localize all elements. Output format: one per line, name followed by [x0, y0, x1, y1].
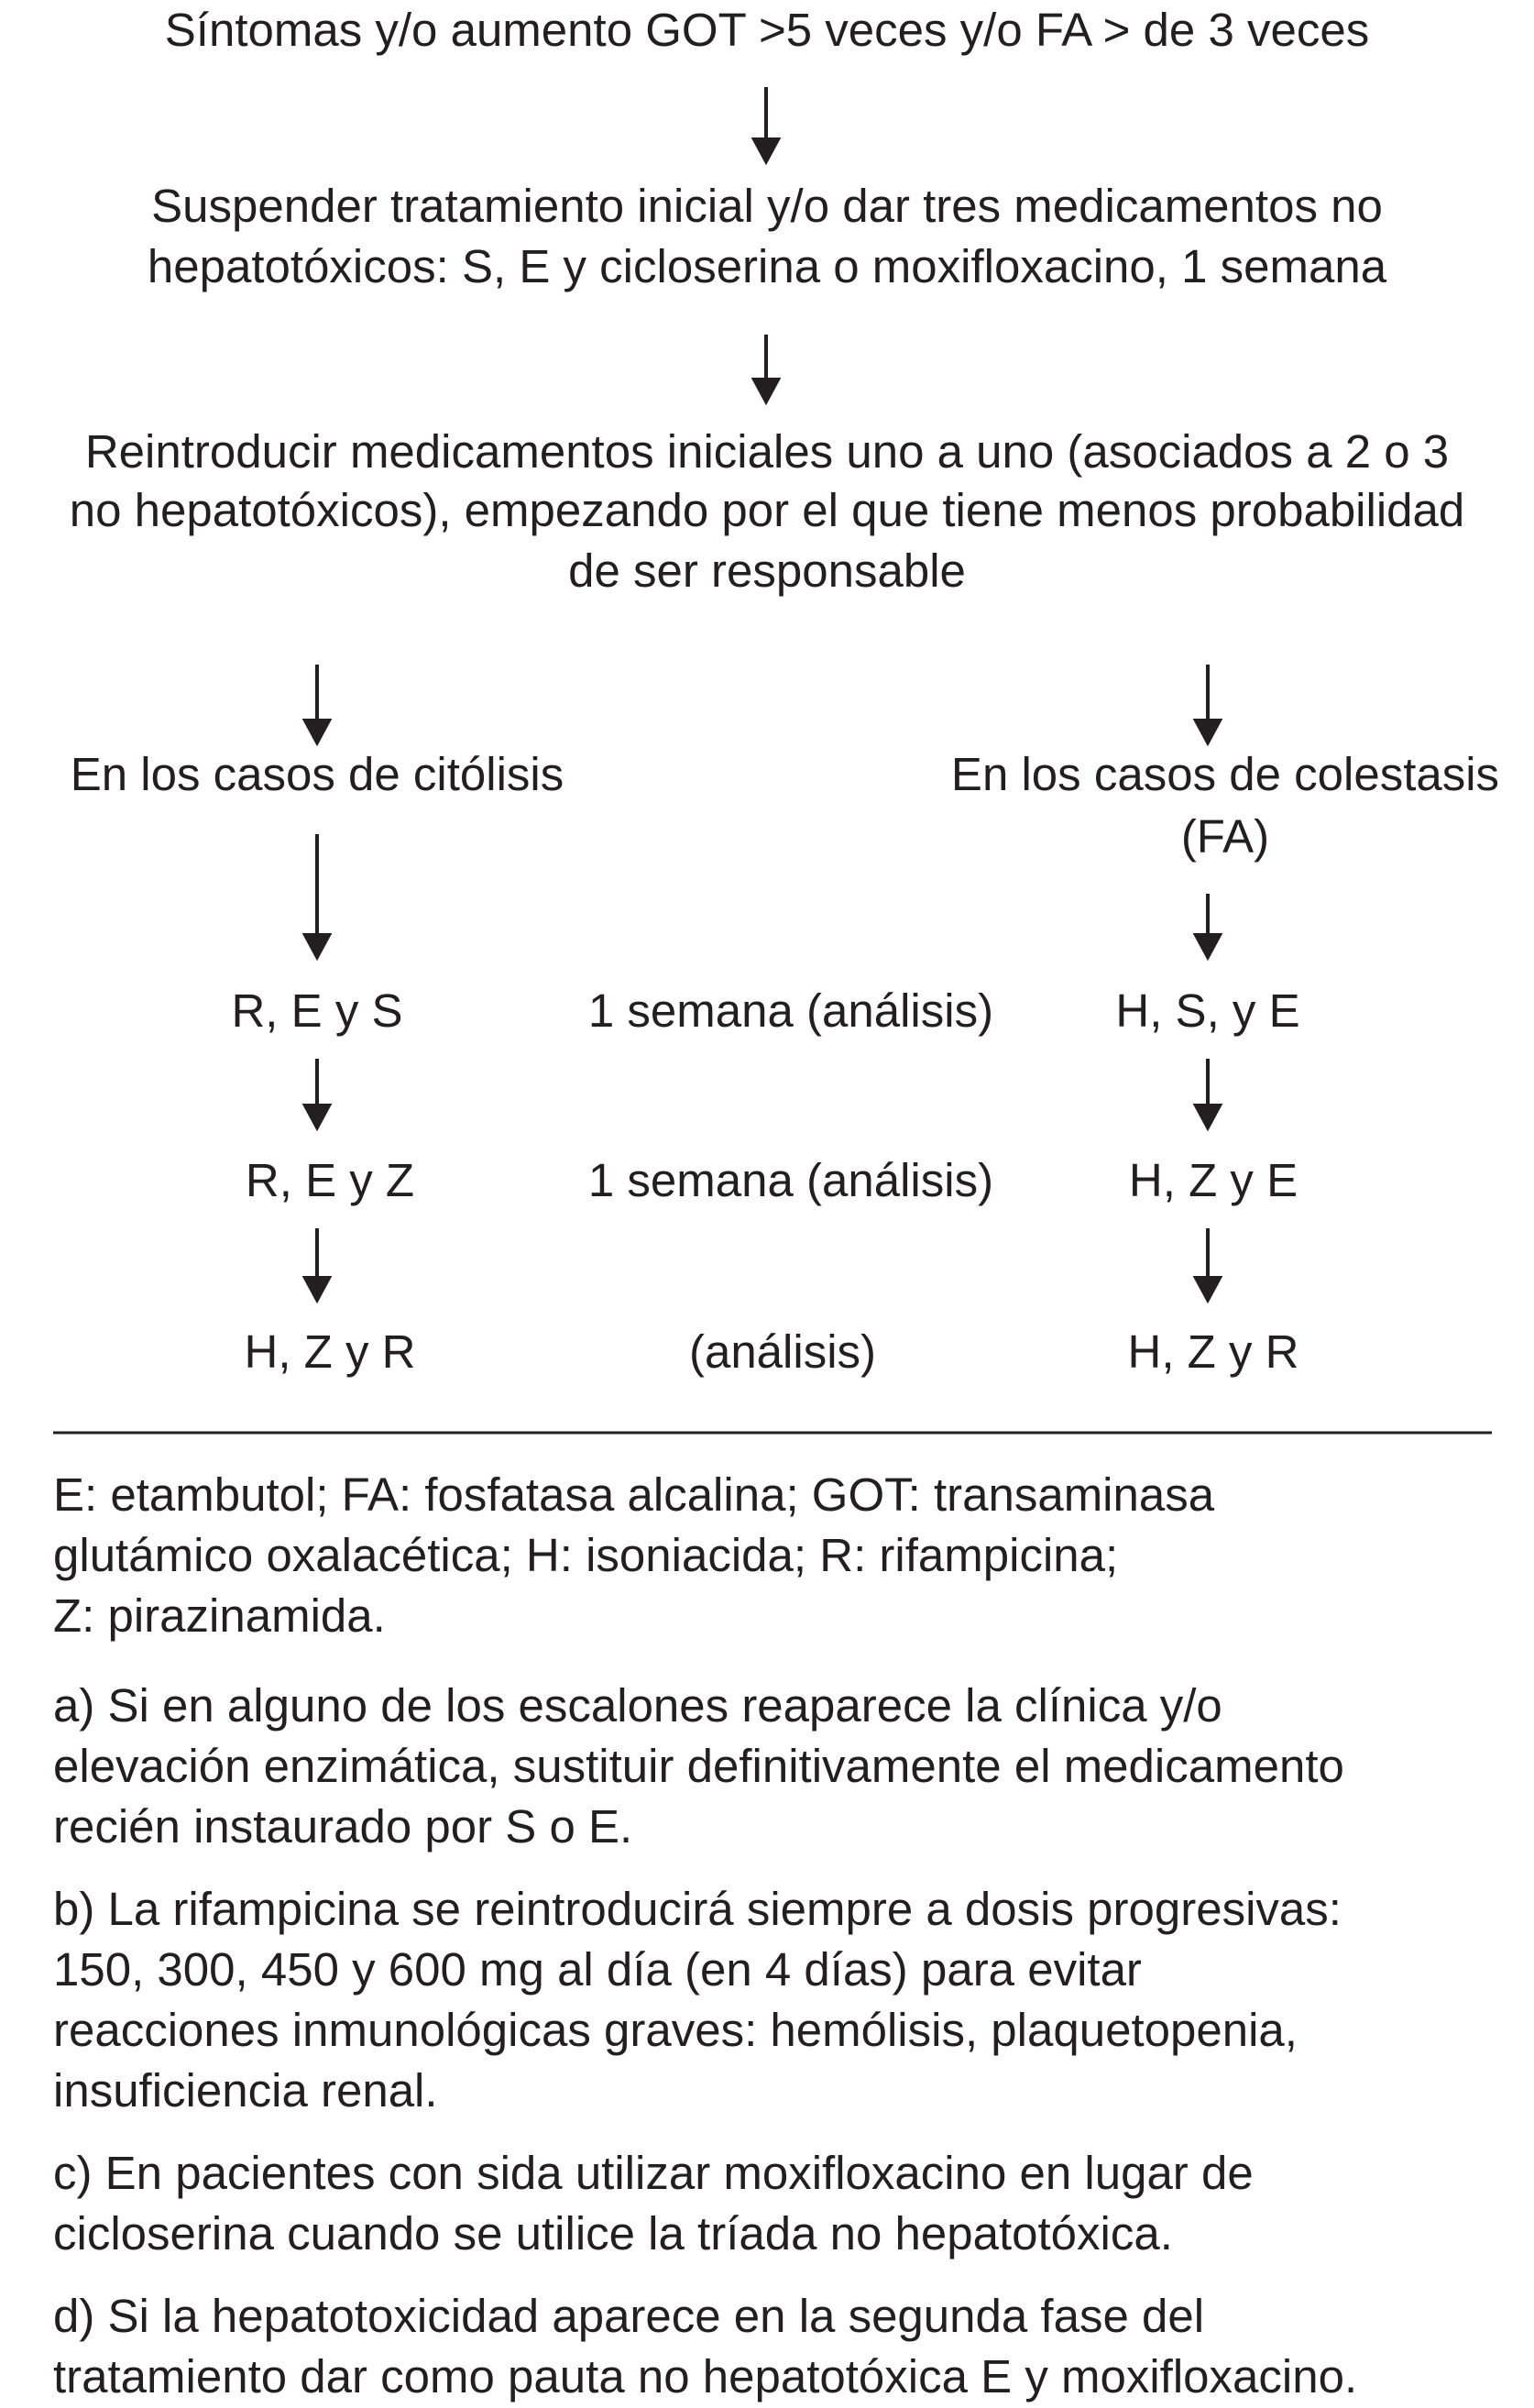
note-a-line3: recién instaurado por S o E. — [53, 1800, 633, 1853]
arrow-down-icon — [754, 87, 778, 161]
left-step-2: R, E y Z — [245, 1154, 415, 1206]
right-branch-heading-line1: En los casos de colestasis — [950, 748, 1500, 800]
right-branch-heading-line2: (FA) — [1180, 810, 1270, 863]
arrow-down-icon — [305, 1228, 329, 1300]
note-a-line1: a) Si en alguno de los escalones reaparece la clínica y/o — [53, 1679, 1222, 1732]
step-reintroduce-line3: de ser responsable — [568, 544, 966, 597]
arrow-down-icon — [305, 665, 329, 742]
arrow-down-icon — [1196, 894, 1220, 957]
note-d-line2: tratamiento dar como pauta no hepatotóxica E y moxifloxacino. — [53, 2350, 1358, 2403]
note-d-line1: d) Si la hepatotoxicidad aparece en la segunda fase del — [53, 2290, 1205, 2342]
middle-step-3: (análisis) — [688, 1325, 877, 1378]
arrow-down-icon — [305, 1059, 329, 1127]
arrow-down-icon — [754, 335, 778, 401]
step-reintroduce-line1: Reintroducir medicamentos iniciales uno a uno (asociados a 2 o 3 — [84, 425, 1450, 478]
step-symptoms: Síntomas y/o aumento GOT >5 veces y/o FA > de 3 veces — [164, 4, 1370, 56]
arrow-down-icon — [1196, 1228, 1220, 1300]
note-b-line4: insuficiencia renal. — [53, 2064, 438, 2117]
left-branch-heading: En los casos de citólisis — [70, 748, 564, 800]
middle-step-1: 1 semana (análisis) — [587, 984, 994, 1037]
note-b-line3: reacciones inmunológicas graves: hemólisis, plaquetopenia, — [53, 2004, 1298, 2056]
right-step-3: H, Z y R — [1127, 1325, 1299, 1378]
step-suspend-line1: Suspender tratamiento inicial y/o dar tres medicamentos no — [151, 180, 1383, 232]
note-b-line1: b) La rifampicina se reintroducirá siempre a dosis progresivas: — [53, 1883, 1342, 1935]
left-step-1: R, E y S — [231, 984, 403, 1037]
arrow-down-icon — [305, 834, 329, 957]
arrow-down-icon — [1196, 1059, 1220, 1127]
abbreviations-line2: glutámico oxalacética; H: isoniacida; R: rifampicina; — [53, 1529, 1119, 1581]
note-b-line2: 150, 300, 450 y 600 mg al día (en 4 días) para evitar — [53, 1943, 1142, 1996]
note-a-line2: elevación enzimática, sustituir definitivamente el medicamento — [53, 1740, 1344, 1792]
arrow-down-icon — [1196, 665, 1220, 742]
right-step-2: H, Z y E — [1128, 1154, 1298, 1206]
abbreviations-line1: E: etambutol; FA: fosfatasa alcalina; GOT: transaminasa — [53, 1468, 1215, 1521]
abbreviations-line3: Z: pirazinamida. — [53, 1589, 386, 1642]
step-suspend-line2: hepatotóxicos: S, E y cicloserina o moxifloxacino, 1 semana — [147, 240, 1387, 292]
left-step-3: H, Z y R — [244, 1325, 416, 1378]
right-step-1: H, S, y E — [1115, 984, 1300, 1037]
note-c-line2: cicloserina cuando se utilice la tríada no hepatotóxica. — [53, 2207, 1173, 2260]
note-c-line1: c) En pacientes con sida utilizar moxifloxacino en lugar de — [53, 2147, 1254, 2199]
step-reintroduce-line2: no hepatotóxicos), empezando por el que tiene menos probabilidad — [69, 484, 1465, 536]
middle-step-2: 1 semana (análisis) — [587, 1154, 994, 1206]
